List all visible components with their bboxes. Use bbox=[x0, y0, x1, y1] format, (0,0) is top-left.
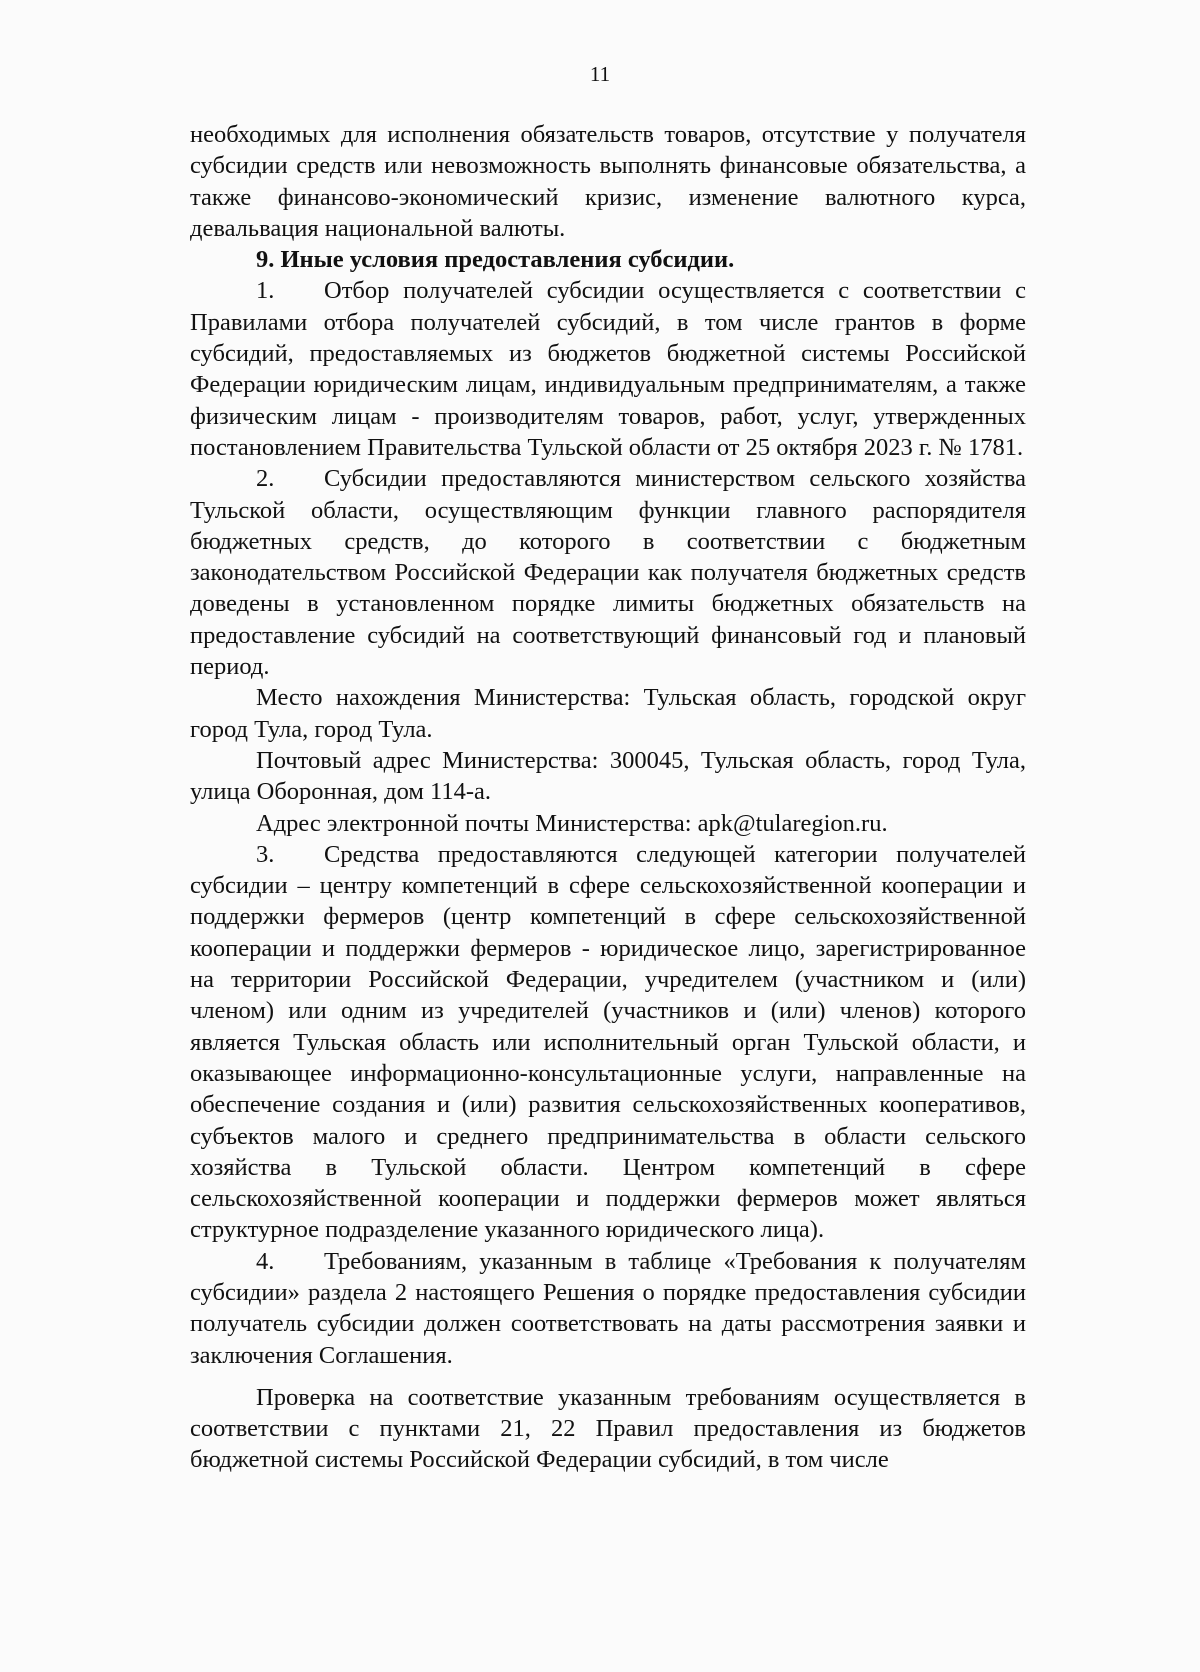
paragraph-item-2 bbox=[190, 463, 1026, 682]
paragraph-item-4 bbox=[190, 1246, 1026, 1371]
page-number: 11 bbox=[589, 62, 611, 86]
paragraph-location: Место нахождения Министерства: Тульская область, городской округ город Тула, город Тула. bbox=[190, 684, 1026, 743]
paragraph-continuation: необходимых для исполнения обязательств товаров, отсутствие у получателя субсидии средств или невозможность выполнять финансовые обязательства, а также финансово-экономический кризис, изменение валютного курса, девальвация национальной валюты. bbox=[190, 121, 1026, 242]
item-number: 1. bbox=[256, 277, 275, 305]
section-heading: 9. Иные условия предоставления субсидии. bbox=[256, 246, 735, 274]
item-number: 4. bbox=[256, 1247, 275, 1275]
document-body bbox=[190, 119, 1026, 1476]
item-number: 2. bbox=[256, 465, 275, 493]
paragraph-text: Средства предоставляются следующей категории получателей субсидии – центру компетенций в сфере сельскохозяйственной кооперации и поддержки фермеров (центр компетенций в сфере сельскохозяйственной кооперации и поддержки фермеров - юридическое лицо, зарегистрированное на территории Российской Федерации, учредителем (участником и (или) членом) или одним из учредителей (участников и (или) членов) которого является Тульская область или исполнительный орган Тульской области, и оказывающее информационно-консультационные услуги, направленные на обеспечение создания и (или) развития сельскохозяйственных кооперативов, субъектов малого и среднего предпринимательства в области сельского хозяйства в Тульской области. Центром компетенций в сфере сельскохозяйственной кооперации и поддержки фермеров может являться структурное подразделение указанного юридического лица). bbox=[190, 840, 1026, 1244]
paragraph-item-1 bbox=[190, 275, 1026, 463]
paragraph-item-3 bbox=[190, 839, 1026, 1246]
paragraph-text: Отбор получателей субсидии осуществляется с соответствии с Правилами отбора получателей субсидий, в том числе грантов в форме субсидий, предоставляемых из бюджетов бюджетной системы Российской Федерации юридическим лицам, индивидуальным предпринимателям, а также физическим лицам - производителям товаров, работ, услуг, утвержденных постановлением Правительства Тульской области от 25 октября 2023 г. № 1781. bbox=[190, 277, 1026, 461]
paragraph-text: Требованиям, указанным в таблице «Требования к получателям субсидии» раздела 2 настоящего Решения о порядке предоставления субсидии получатель субсидии должен соответствовать на даты рассмотрения заявки и заключения Соглашения. bbox=[190, 1247, 1026, 1369]
paragraph-text: Субсидии предоставляются министерством сельского хозяйства Тульской области, осуществляющим функции главного распорядителя бюджетных средств, до которого в соответствии с бюджетным законодательством Российской Федерации как получателя бюджетных средств доведены в установленном порядке лимиты бюджетных обязательств на предоставление субсидий на соответствующий финансовый год и плановый период. bbox=[190, 465, 1026, 681]
paragraph-email: Адрес электронной почты Министерства: apk@tularegion.ru. bbox=[256, 809, 888, 837]
paragraph-postal-address: Почтовый адрес Министерства: 300045, Тульская область, город Тула, улица Оборонная, дом 114-а. bbox=[190, 746, 1026, 806]
item-number: 3. bbox=[256, 840, 275, 868]
paragraph-verification: Проверка на соответствие указанным требованиям осуществляется в соответствии с пунктами 21, 22 Правил предоставления из бюджетов бюджетной системы Российской Федерации субсидий, в том числе bbox=[190, 1383, 1026, 1474]
